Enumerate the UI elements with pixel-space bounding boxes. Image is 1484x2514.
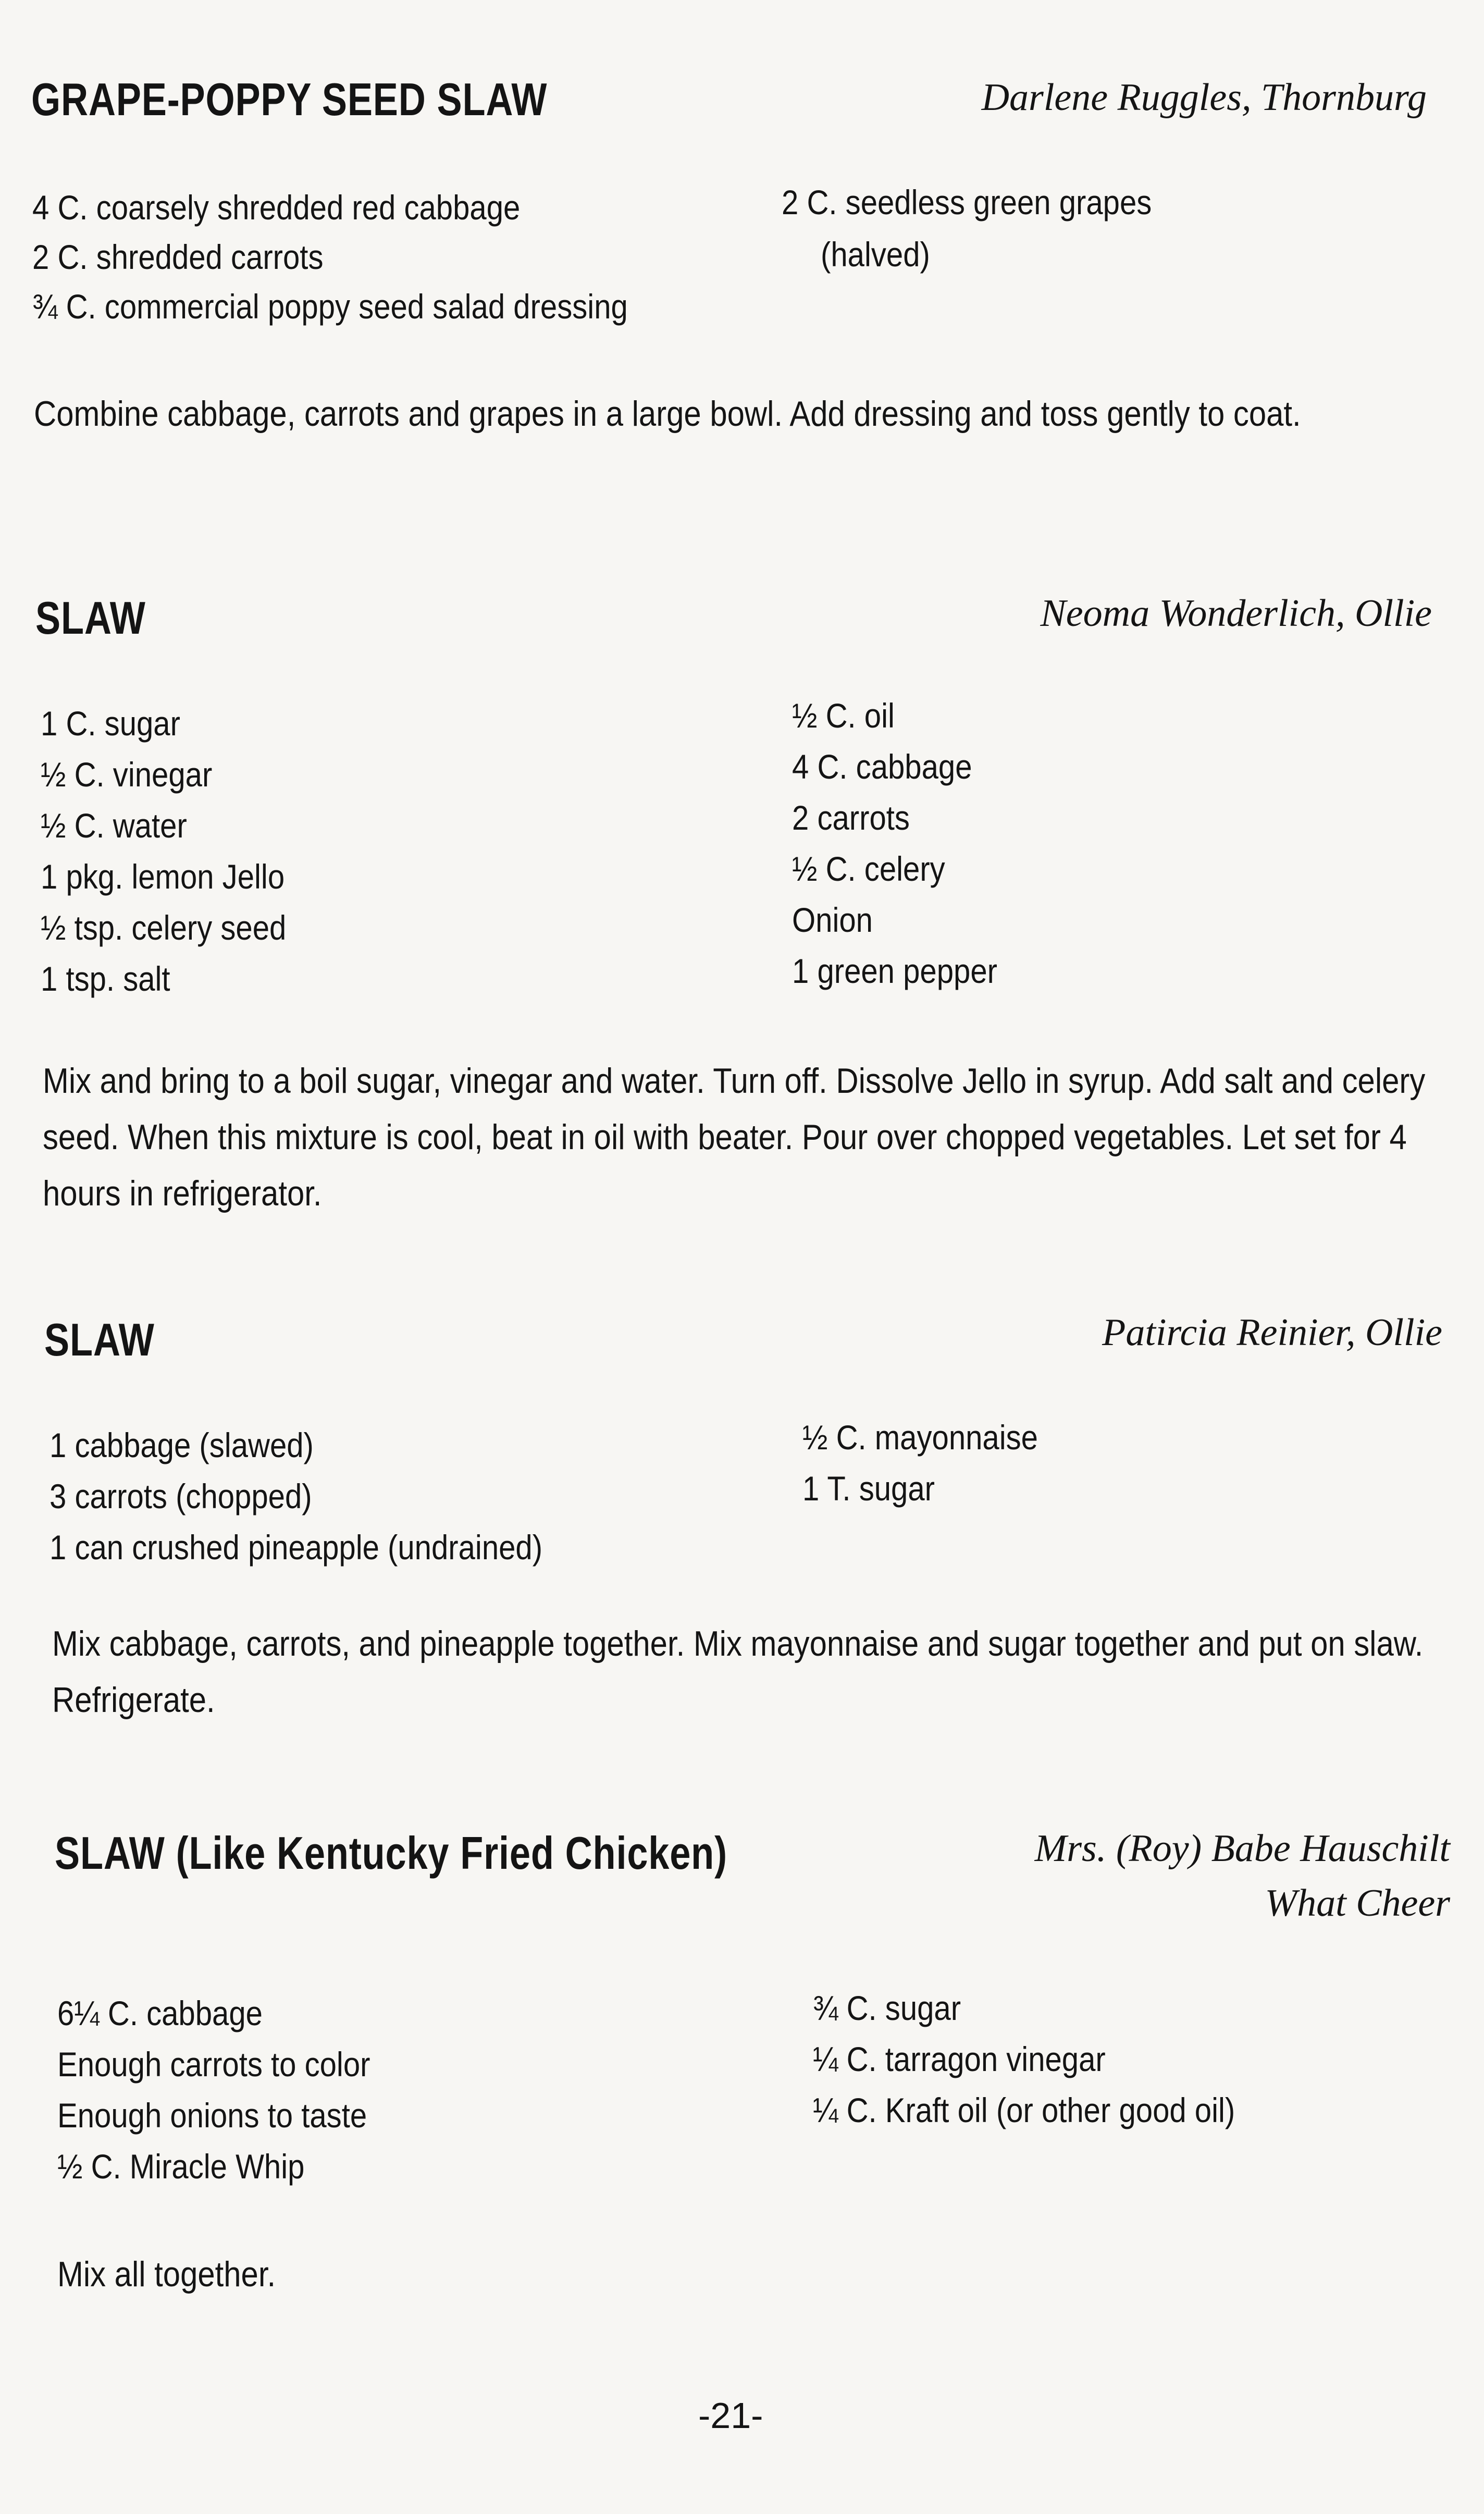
- ingredient: ½ C. vinegar: [41, 755, 213, 794]
- recipe-title: SLAW: [44, 1314, 155, 1365]
- recipe-author-town: What Cheer: [1265, 1882, 1450, 1925]
- ingredient: 2 C. seedless green grapes: [782, 183, 1152, 221]
- ingredient: ½ tsp. celery seed: [41, 908, 287, 947]
- ingredient: ¾ C. sugar: [813, 1989, 961, 2027]
- ingredient: 4 C. coarsely shredded red cabbage: [32, 188, 521, 227]
- ingredient: Enough carrots to color: [57, 2045, 370, 2084]
- ingredient: ½ C. oil: [792, 696, 895, 735]
- ingredient: 1 C. sugar: [41, 704, 180, 743]
- page-number: -21-: [698, 2395, 763, 2436]
- recipe-author: Neoma Wonderlich, Ollie: [1040, 592, 1432, 635]
- recipe-title: SLAW: [35, 592, 146, 644]
- ingredient: ½ C. mayonnaise: [802, 1418, 1038, 1457]
- ingredient: 1 cabbage (slawed): [50, 1426, 314, 1464]
- ingredient: 1 green pepper: [792, 952, 997, 990]
- recipe-author: Patircia Reinier, Ollie: [1102, 1311, 1442, 1354]
- recipe-title: GRAPE-POPPY SEED SLAW: [31, 73, 548, 125]
- ingredient: 2 carrots: [792, 798, 910, 837]
- recipe-author: Darlene Ruggles, Thornburg: [981, 76, 1427, 119]
- ingredient: ¼ C. Kraft oil (or other good oil): [813, 2091, 1235, 2129]
- ingredient: ½ C. water: [41, 806, 187, 845]
- ingredient: ¾ C. commercial poppy seed salad dressing: [32, 287, 628, 326]
- ingredient: 3 carrots (chopped): [50, 1477, 312, 1515]
- ingredient: 1 tsp. salt: [41, 959, 170, 998]
- recipe-directions: Combine cabbage, carrots and grapes in a large bowl. Add dressing and toss gently to coat.: [34, 394, 1301, 434]
- ingredient: 6¼ C. cabbage: [57, 1994, 263, 2032]
- recipe-directions: Mix cabbage, carrots, and pineapple together. Mix mayonnaise and sugar together and put on slaw. Refrigerate.: [52, 1624, 1424, 1720]
- ingredient: ½ C. celery: [792, 849, 945, 888]
- recipe-directions: Mix all together.: [57, 2254, 276, 2294]
- ingredient: 1 T. sugar: [802, 1469, 935, 1508]
- ingredient: ¼ C. tarragon vinegar: [813, 2040, 1106, 2078]
- ingredient: 1 can crushed pineapple (undrained): [50, 1528, 543, 1567]
- ingredient: 2 C. shredded carrots: [32, 238, 324, 276]
- ingredient: Onion: [792, 901, 873, 939]
- recipe-author: Mrs. (Roy) Babe Hauschilt: [1034, 1827, 1450, 1870]
- recipe-directions: Mix and bring to a boil sugar, vinegar and water. Turn off. Dissolve Jello in syrup. Add salt and celery seed. When this mixture is cool, beat in oil with beater. Pour over chopped vegetables. Let set for 4 hours in refrigerator.: [43, 1061, 1426, 1213]
- ingredient: ½ C. Miracle Whip: [57, 2147, 305, 2186]
- ingredient: Enough onions to taste: [57, 2096, 367, 2135]
- ingredient: 1 pkg. lemon Jello: [41, 857, 285, 896]
- recipe-title: SLAW (Like Kentucky Fried Chicken): [55, 1827, 727, 1879]
- ingredient: 4 C. cabbage: [792, 747, 972, 786]
- ingredient: (halved): [821, 235, 930, 274]
